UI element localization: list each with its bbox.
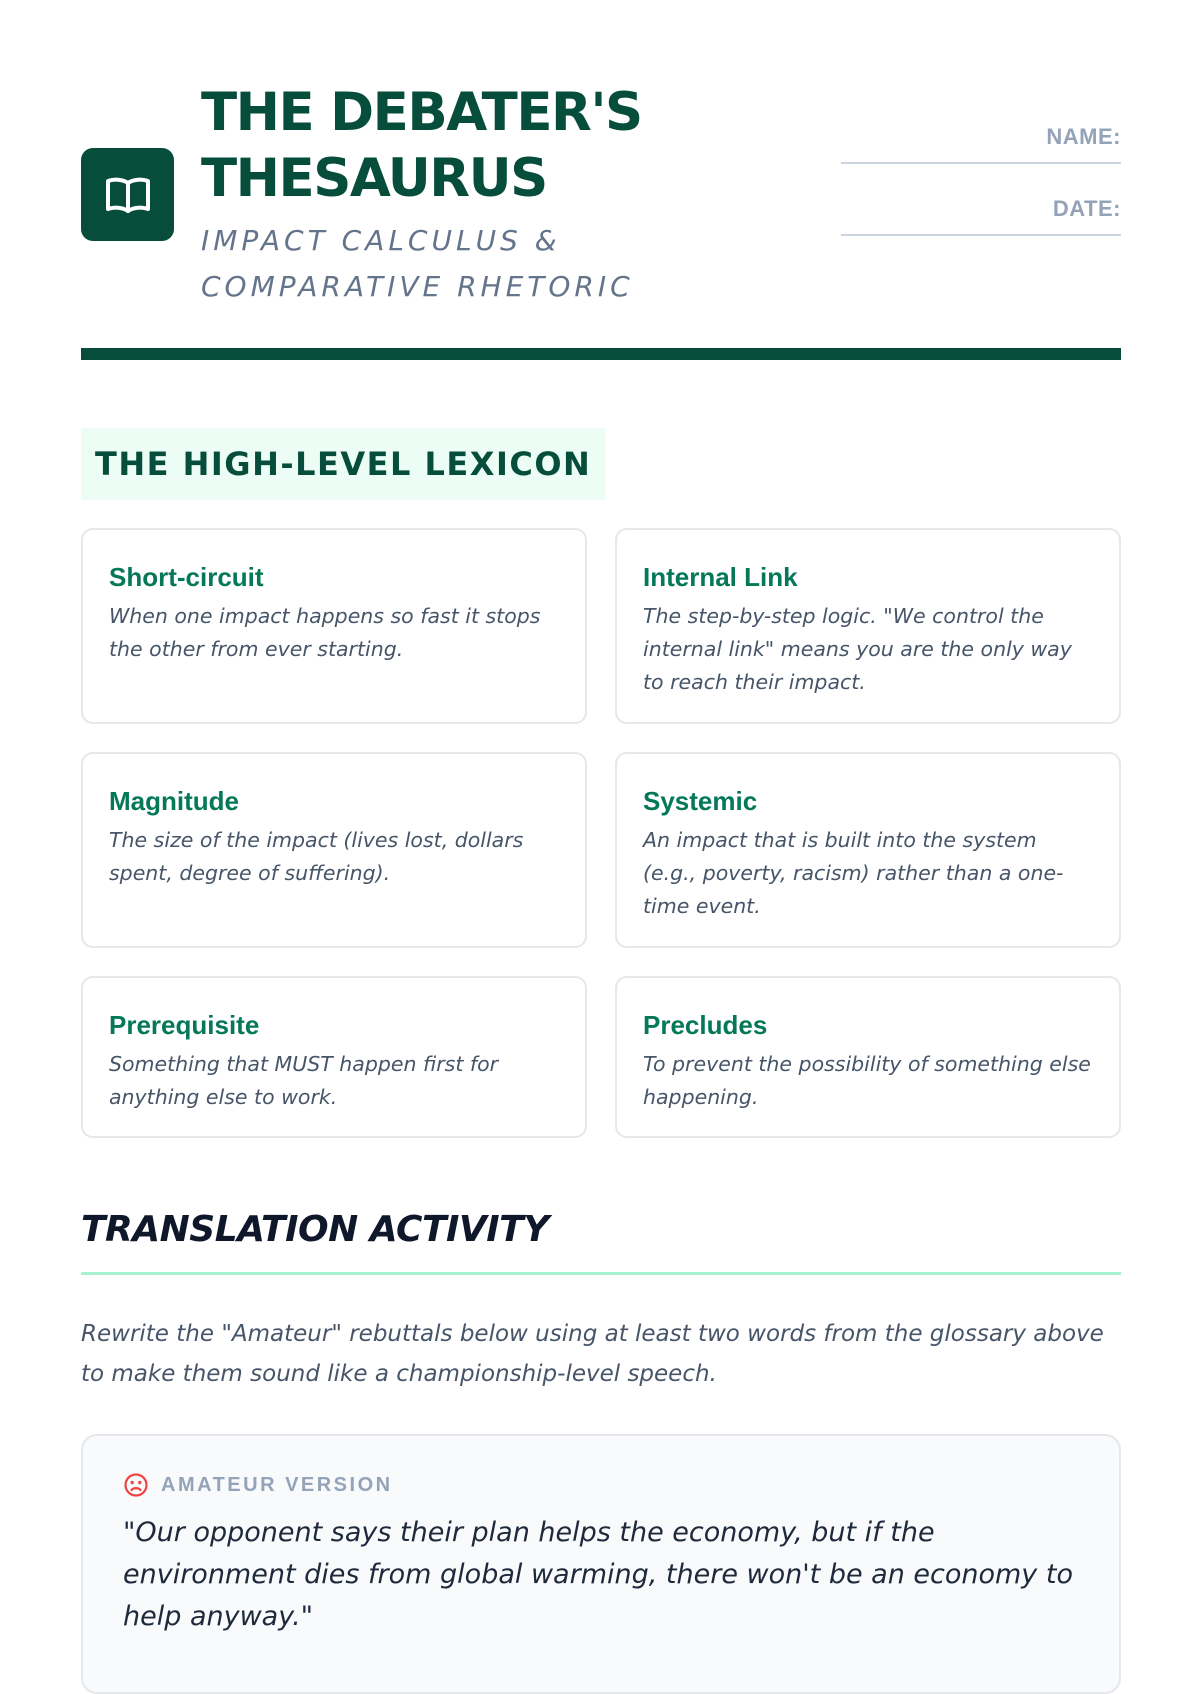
glossary-card xyxy=(81,976,587,1138)
glossary-term: Internal Link xyxy=(643,562,798,592)
activity-title: TRANSLATION ACTIVITY xyxy=(81,1209,549,1250)
glossary-definition: To prevent the possibility of something else happening. xyxy=(643,1052,1091,1109)
glossary-card xyxy=(615,976,1121,1138)
glossary-definition: The size of the impact (lives lost, dollars spent, degree of suffering). xyxy=(109,828,524,885)
glossary-term: Precludes xyxy=(643,1010,768,1040)
glossary-card xyxy=(81,752,587,948)
page-title: THE DEBATER'S THESAURUS xyxy=(201,82,642,209)
activity-heading xyxy=(81,1204,1121,1275)
glossary-definition: When one impact happens so fast it stops the other from ever starting. xyxy=(109,604,541,661)
glossary-card xyxy=(615,752,1121,948)
worksheet-header xyxy=(81,80,1121,320)
open-book-icon xyxy=(102,169,154,221)
lexicon-heading xyxy=(81,428,605,500)
amateur-version-box xyxy=(81,1434,1121,1694)
amateur-label: AMATEUR VERSION xyxy=(161,1473,393,1496)
activity-instructions: Rewrite the "Amateur" rebuttals below using at least two words from the glossary above to make them sound like a championship-level speech. xyxy=(81,1321,1104,1387)
name-label: NAME: xyxy=(1046,124,1121,149)
date-field-line[interactable] xyxy=(841,234,1121,236)
logo xyxy=(81,148,174,241)
page-subtitle: IMPACT CALCULUS & COMPARATIVE RHETORIC xyxy=(201,224,634,303)
lexicon-heading-text: THE HIGH-LEVEL LEXICON xyxy=(95,445,592,483)
glossary-term: Prerequisite xyxy=(109,1010,260,1040)
glossary-term: Short-circuit xyxy=(109,562,264,592)
glossary-term: Systemic xyxy=(643,786,758,816)
amateur-quote: "Our opponent says their plan helps the economy, but if the environment dies from global warming, there won't be an economy to help anyway." xyxy=(123,1517,1073,1632)
date-row xyxy=(841,192,1121,236)
header-divider xyxy=(81,348,1121,360)
glossary-card xyxy=(615,528,1121,724)
amateur-label-row xyxy=(123,1470,1079,1500)
date-label: DATE: xyxy=(1052,196,1121,221)
glossary-card xyxy=(81,528,587,724)
sad-face-icon xyxy=(123,1472,149,1498)
glossary-term: Magnitude xyxy=(109,786,239,816)
glossary-definition: Something that MUST happen first for anything else to work. xyxy=(109,1052,499,1109)
title-block xyxy=(201,80,821,310)
glossary-definition: The step-by-step logic. "We control the internal link" means you are the only way to reach their impact. xyxy=(643,604,1072,694)
student-info xyxy=(841,120,1121,264)
name-row xyxy=(841,120,1121,164)
name-field-line[interactable] xyxy=(841,162,1121,164)
activity-divider xyxy=(81,1272,1121,1275)
glossary-definition: An impact that is built into the system (e.g., poverty, racism) rather than a one-time event. xyxy=(643,828,1064,918)
